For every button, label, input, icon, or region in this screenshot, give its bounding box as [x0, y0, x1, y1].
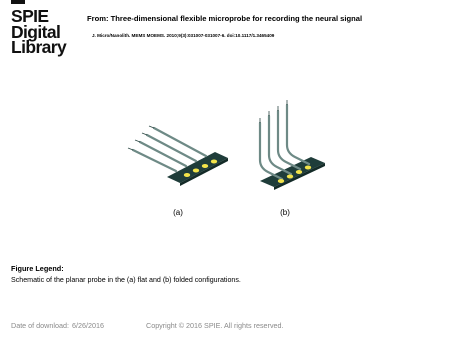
download-date-label: Date of download: [11, 321, 69, 330]
logo-accent-bar [11, 0, 25, 4]
logo-line-2: Digital [11, 21, 61, 42]
copyright-notice: Copyright © 2016 SPIE. All rights reserved. [146, 321, 284, 330]
flat-pad-2 [193, 169, 199, 173]
flat-substrate [167, 152, 228, 183]
flat-probe-diagram [128, 126, 228, 186]
flat-pad-3 [202, 164, 208, 168]
flat-shank-3 [147, 135, 196, 161]
folded-shank-3 [278, 111, 300, 169]
article-title: From: Three-dimensional flexible microprobe for recording the neural signal [87, 14, 363, 23]
flat-pad-1 [184, 173, 190, 177]
probe-schematic-figure [110, 95, 340, 225]
spie-digital-library-logo[interactable] [11, 6, 81, 57]
folded-pad-1 [278, 179, 284, 183]
panel-label-b: (b) [280, 208, 290, 217]
logo-line-1: SPIE [11, 6, 49, 26]
top-bar [0, 0, 450, 4]
flat-pad-4 [211, 160, 217, 164]
flat-shank-1 [133, 150, 176, 171]
folded-probe-diagram [260, 100, 325, 190]
figure-legend-heading: Figure Legend: [11, 264, 64, 273]
article-citation[interactable]: J. Micro/Nanolith. MEMS MOEMS. 2010;9(3):031007-031007-6. doi:10.1117/1.3465409 [92, 33, 275, 38]
folded-pad-2 [287, 175, 293, 179]
download-date-value: 6/26/2016 [72, 321, 104, 330]
panel-label-a: (a) [173, 208, 183, 217]
figure-legend-text: Schematic of the planar probe in the (a) flat and (b) folded configurations. [11, 276, 241, 284]
logo-line-3: Library [11, 37, 67, 57]
flat-shank-2 [140, 142, 186, 166]
folded-shank-4 [287, 105, 309, 164]
folded-pad-3 [296, 170, 302, 174]
folded-pad-4 [305, 166, 311, 170]
